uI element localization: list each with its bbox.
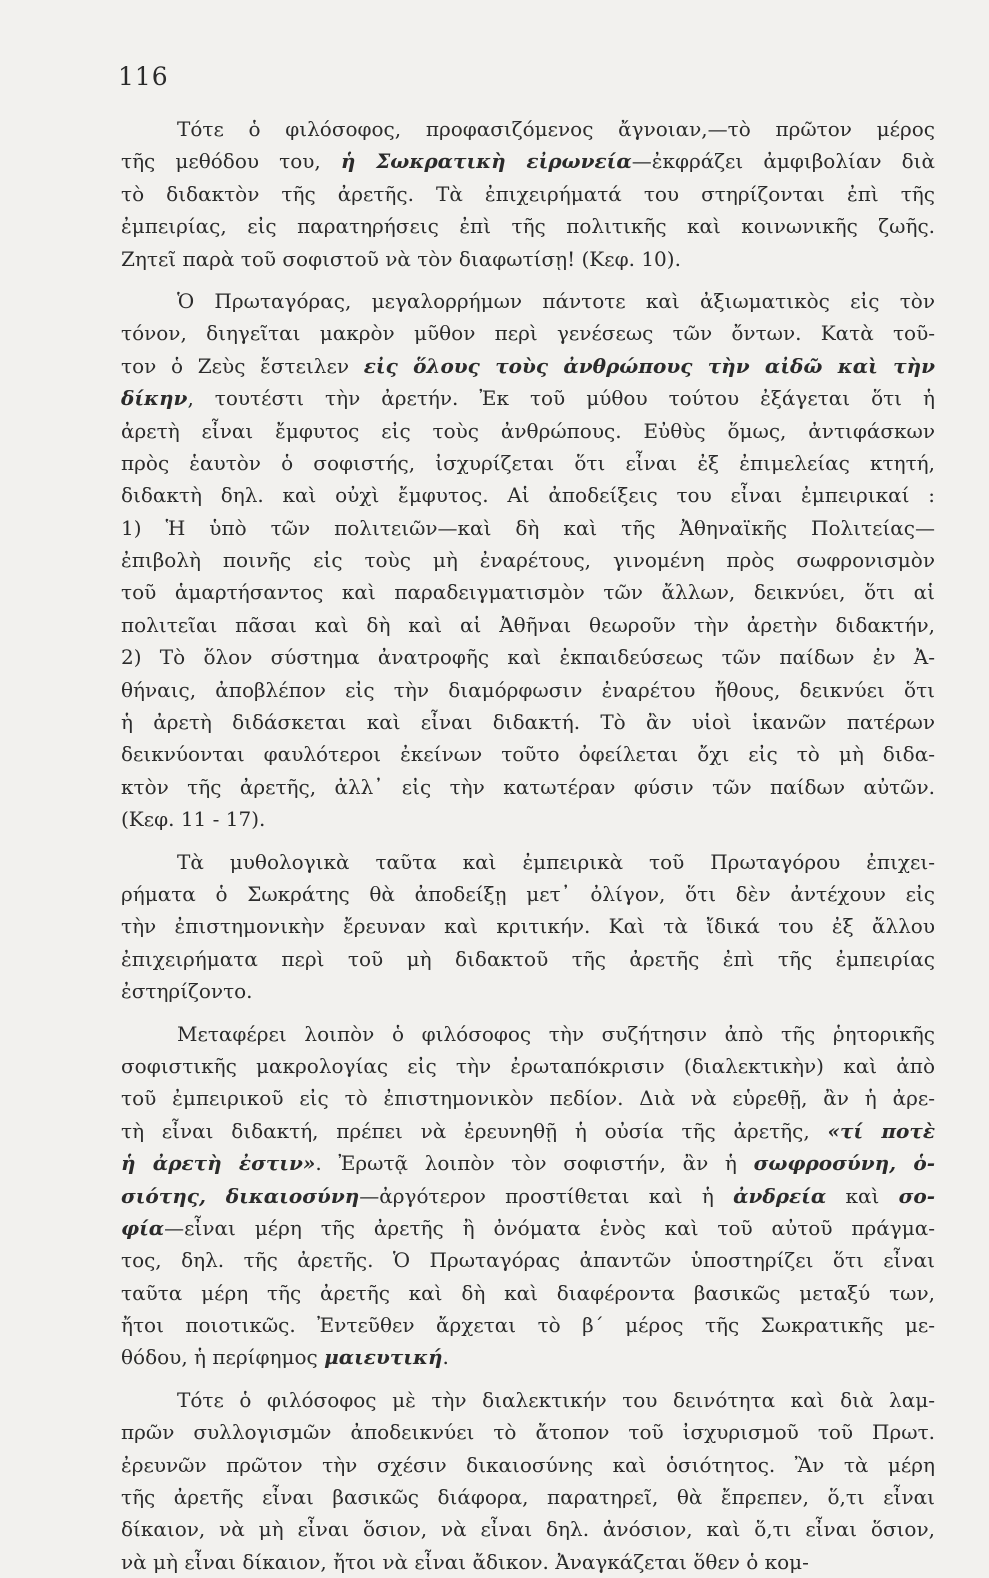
text-line: [121, 1341, 935, 1373]
text-line: [121, 1481, 935, 1513]
text-run: τοῦ ἐμπειρικοῦ εἰς τὸ ἐπιστημονικὸν πεδίον. Διὰ νὰ εὑρεθῇ, ἂν ἡ ἀρε-: [121, 1086, 935, 1111]
text-run: ἐρευνῶν πρῶτον τὴν σχέσιν δικαιοσύνης καὶ ὁσιότητος. Ἂν τὰ μέρη: [121, 1452, 935, 1477]
emphasized-text: σωφροσύνη, ὁ-: [753, 1151, 936, 1176]
text-line: [121, 1244, 935, 1276]
paragraph: [121, 846, 935, 1008]
text-line: [121, 1384, 935, 1416]
text-run: —ἐκφράζει ἀμφιβολίαν διὰ: [631, 149, 936, 174]
text-line: [121, 178, 935, 210]
text-run: τὴ εἶναι διδακτή, πρέπει νὰ ἐρευνηθῇ ἡ οὐσία τῆς ἀρετῆς,: [121, 1118, 828, 1143]
emphasized-text: ἀνδρεία: [733, 1183, 827, 1208]
text-run: 1) Ἡ ὑπὸ τῶν πολιτειῶν—καὶ δὴ καὶ τῆς Ἀθηναϊκῆς Πολιτείας—: [121, 515, 935, 540]
paragraph-gap: [121, 1008, 935, 1018]
paragraph: [121, 113, 935, 275]
text-run: —εἶναι μέρη τῆς ἀρετῆς ἢ ὀνόματα ἑνὸς καὶ τοῦ αὐτοῦ πράγμα-: [164, 1215, 935, 1240]
text-run: .: [442, 1345, 449, 1370]
text-line: [121, 846, 935, 878]
emphasized-text: φία: [121, 1215, 165, 1240]
text-line: [121, 285, 935, 317]
text-line: [121, 1018, 935, 1050]
text-line: [121, 1449, 935, 1481]
text-run: πρῶν συλλογισμῶν ἀποδεικνύει τὸ ἄτοπον τοῦ ἰσχυρισμοῦ τοῦ Πρωτ.: [121, 1420, 935, 1445]
text-line: [121, 317, 935, 349]
text-run: —ἀργότερον προστίθεται καὶ ἡ: [359, 1183, 734, 1208]
emphasized-text: εἰς ὅλους τοὺς ἀνθρώπους τὴν αἰδῶ καὶ τὴν: [363, 353, 936, 378]
text-run: τὴν ἐπιστημονικὴν ἔρευναν καὶ κριτικήν. Καὶ τὰ ἴδικά του ἐξ ἄλλου: [121, 914, 935, 939]
text-run: ἐπιχειρήματα περὶ τοῦ μὴ διδακτοῦ τῆς ἀρετῆς ἐπὶ τῆς ἐμπειρίας: [121, 946, 935, 971]
text-line: [121, 975, 935, 1007]
text-run: δίκαιον, νὰ μὴ εἶναι ὅσιον, νὰ εἶναι δηλ. ἀνόσιον, καὶ ὅ,τι εἶναι ὅσιον,: [121, 1517, 935, 1542]
text-line: [121, 641, 935, 673]
emphasized-text: μαιευτική: [324, 1345, 443, 1370]
text-run: ρήματα ὁ Σωκράτης θὰ ἀποδείξῃ μετ᾽ ὀλίγον, ὅτι δὲν ἀντέχουν εἰς: [121, 881, 935, 906]
text-run: πολιτεῖαι πᾶσαι καὶ δὴ καὶ αἱ Ἀθῆναι θεωροῦν τὴν ἀρετὴν διδακτήν,: [121, 612, 935, 637]
text-run: τος, δηλ. τῆς ἀρετῆς. Ὁ Πρωταγόρας ἀπαντῶν ὑποστηρίζει ὅτι εἶναι: [121, 1248, 935, 1273]
text-line: [121, 544, 935, 576]
paragraph: [121, 285, 935, 836]
text-line: [121, 1309, 935, 1341]
text-line: [121, 1212, 935, 1244]
text-line: [121, 1416, 935, 1448]
text-line: [121, 706, 935, 738]
text-run: κτὸν τῆς ἀρετῆς, ἀλλ᾽ εἰς τὴν κατωτέραν φύσιν τῶν παίδων αὐτῶν.: [121, 774, 935, 799]
text-run: Ὁ Πρωταγόρας, μεγαλορρήμων πάντοτε καὶ ἀξιωματικὸς εἰς τὸν: [177, 288, 935, 313]
emphasized-text: ἡ ἀρετὴ ἐστιν»: [121, 1151, 316, 1176]
text-run: (Κεφ. 11 - 17).: [121, 807, 266, 832]
text-line: [121, 1180, 935, 1212]
text-line: [121, 803, 935, 835]
text-run: ἐστηρίζοντο.: [121, 979, 253, 1004]
text-run: τοῦ ἁμαρτήσαντος καὶ παραδειγματισμὸν τῶν ἄλλων, δεικνύει, ὅτι αἱ: [121, 580, 935, 605]
text-run: τὸ διδακτὸν τῆς ἀρετῆς. Τὰ ἐπιχειρήματά του στηρίζονται ἐπὶ τῆς: [121, 181, 935, 206]
text-line: [121, 243, 935, 275]
text-run: ἐμπειρίας, εἰς παρατηρήσεις ἐπὶ τῆς πολιτικῆς καὶ κοινωνικῆς ζωῆς.: [121, 214, 935, 239]
text-line: [121, 1082, 935, 1114]
text-line: [121, 145, 935, 177]
text-run: ἤτοι ποιοτικῶς. Ἐντεῦθεν ἄρχεται τὸ β΄ μέρος τῆς Σωκρατικῆς με-: [121, 1313, 935, 1338]
text-run: σοφιστικῆς μακρολογίας εἰς τὴν ἐρωταπόκρισιν (διαλεκτικὴν) καὶ ἀπὸ: [121, 1053, 935, 1078]
emphasized-text: σο-: [898, 1183, 936, 1208]
text-line: [121, 878, 935, 910]
text-run: πρὸς ἑαυτὸν ὁ σοφιστής, ἰσχυρίζεται ὅτι εἶναι ἐξ ἐπιμελείας κτητή,: [121, 450, 935, 475]
paragraph-gap: [121, 275, 935, 285]
text-line: [121, 674, 935, 706]
text-line: [121, 738, 935, 770]
text-line: [121, 210, 935, 242]
text-run: τόνον, διηγεῖται μακρὸν μῦθον περὶ γενέσεως τῶν ὄντων. Κατὰ τοῦ-: [121, 321, 935, 346]
text-run: καὶ: [826, 1183, 899, 1208]
text-run: , τουτέστι τὴν ἀρετήν. Ἐκ τοῦ μύθου τούτου ἐξάγεται ὅτι ἡ: [187, 386, 935, 411]
text-line: [121, 1546, 935, 1578]
page-number: 116: [118, 62, 169, 91]
text-run: Τὰ μυθολογικὰ ταῦτα καὶ ἐμπειρικὰ τοῦ Πρωταγόρου ἐπιχει-: [177, 849, 935, 874]
text-run: διδακτὴ δηλ. καὶ οὐχὶ ἔμφυτος. Αἱ ἀποδείξεις του εἶναι ἐμπειρικαί :: [121, 483, 935, 508]
text-line: [121, 350, 935, 382]
paragraph-gap: [121, 836, 935, 846]
text-line: [121, 382, 935, 414]
text-line: [121, 113, 935, 145]
emphasized-text: ἡ Σωκρατικὴ εἰρωνεία: [340, 149, 632, 174]
paragraph: [121, 1384, 935, 1578]
text-line: [121, 479, 935, 511]
text-line: [121, 1513, 935, 1545]
text-run: 2) Τὸ ὅλον σύστημα ἀνατροφῆς καὶ ἐκπαιδεύσεως τῶν παίδων ἐν Ἀ-: [121, 645, 935, 670]
text-run: ἡ ἀρετὴ διδάσκεται καὶ εἶναι διδακτή. Τὸ ἂν υἱοὶ ἱκανῶν πατέρων: [121, 710, 935, 735]
body-text: [121, 113, 935, 1578]
text-run: Τότε ὁ φιλόσοφος μὲ τὴν διαλεκτικήν του δεινότητα καὶ διὰ λαμ-: [177, 1387, 935, 1412]
text-line: [121, 1050, 935, 1082]
text-line: [121, 1147, 935, 1179]
paragraph: [121, 1018, 935, 1374]
emphasized-text: σιότης, δικαιοσύνη: [121, 1183, 360, 1208]
text-line: [121, 576, 935, 608]
text-run: Μεταφέρει λοιπὸν ὁ φιλόσοφος τὴν συζήτησιν ἀπὸ τῆς ῥητορικῆς: [177, 1021, 935, 1046]
text-line: [121, 1277, 935, 1309]
text-run: τῆς ἀρετῆς εἶναι βασικῶς διάφορα, παρατηρεῖ, θὰ ἔπρεπεν, ὅ,τι εἶναι: [121, 1485, 935, 1510]
text-run: ἀρετὴ εἶναι ἔμφυτος εἰς τοὺς ἀνθρώπους. Εὐθὺς ὅμως, ἀντιφάσκων: [121, 418, 935, 443]
paragraph-gap: [121, 1374, 935, 1384]
text-run: τον ὁ Ζεὺς ἔστειλεν: [121, 353, 364, 378]
text-run: θόδου, ἡ περίφημος: [121, 1345, 325, 1370]
emphasized-text: «τί ποτὲ: [827, 1118, 935, 1143]
text-run: ταῦτα μέρη τῆς ἀρετῆς καὶ δὴ καὶ διαφέροντα βασικῶς μεταξύ των,: [121, 1280, 935, 1305]
text-line: [121, 415, 935, 447]
text-line: [121, 771, 935, 803]
text-run: . Ἐρωτᾷ λοιπὸν τὸν σοφιστήν, ἂν ἡ: [315, 1151, 754, 1176]
text-line: [121, 609, 935, 641]
text-line: [121, 943, 935, 975]
text-run: δεικνύονται φαυλότεροι ἐκείνων τοῦτο ὀφείλεται ὄχι εἰς τὸ μὴ διδα-: [121, 742, 935, 767]
text-line: [121, 447, 935, 479]
emphasized-text: δίκην: [121, 386, 188, 411]
text-run: Ζητεῖ παρὰ τοῦ σοφιστοῦ νὰ τὸν διαφωτίσῃ! (Κεφ. 10).: [121, 246, 681, 271]
text-line: [121, 1115, 935, 1147]
text-run: νὰ μὴ εἶναι δίκαιον, ἤτοι νὰ εἶναι ἄδικον. Ἀναγκάζεται ὅθεν ὁ κομ-: [121, 1549, 809, 1574]
text-run: ἐπιβολὴ ποινῆς εἰς τοὺς μὴ ἐναρέτους, γινομένη πρὸς σωφρονισμὸν: [121, 548, 935, 573]
text-run: τῆς μεθόδου του,: [121, 149, 341, 174]
text-line: [121, 910, 935, 942]
text-run: θήναις, ἀποβλέπον εἰς τὴν διαμόρφωσιν ἐναρέτου ἤθους, δεικνύει ὅτι: [121, 677, 935, 702]
text-line: [121, 512, 935, 544]
text-run: Τότε ὁ φιλόσοφος, προφασιζόμενος ἄγνοιαν,—τὸ πρῶτον μέρος: [177, 117, 935, 141]
